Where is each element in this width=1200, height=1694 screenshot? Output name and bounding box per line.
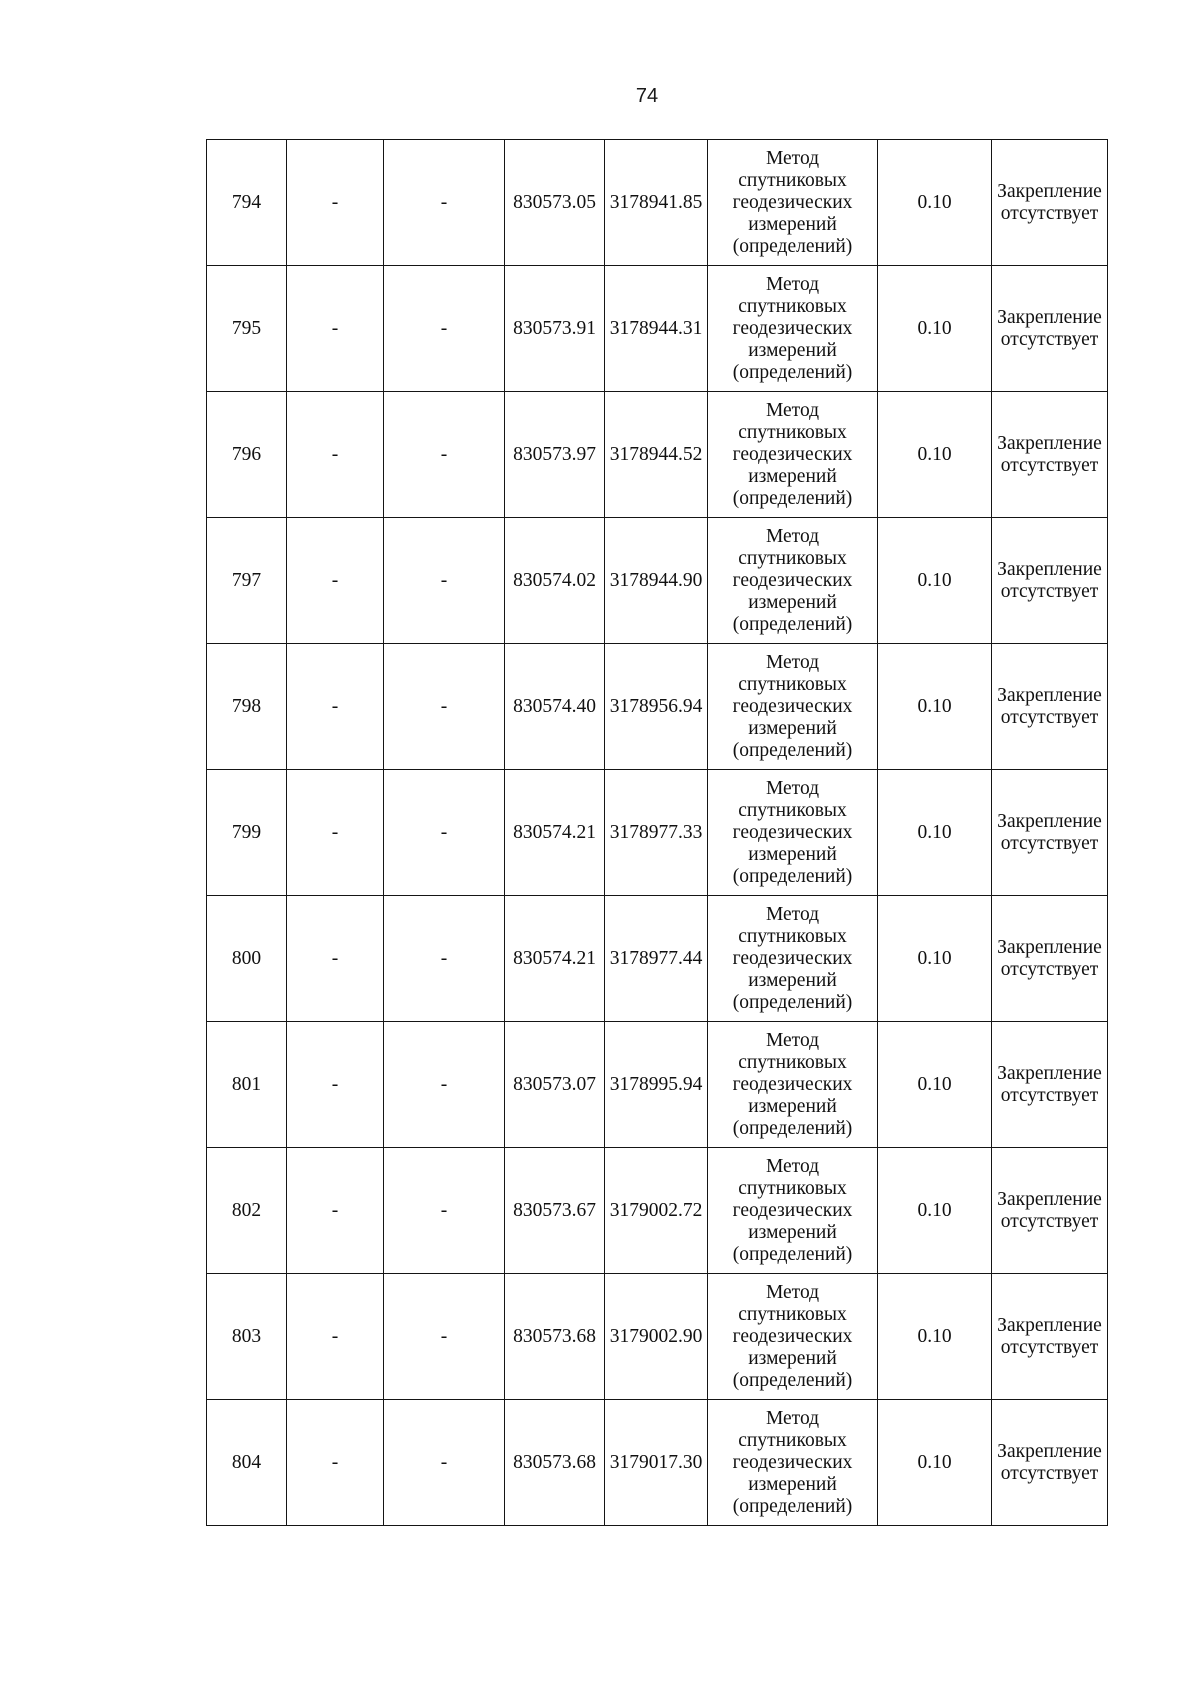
- table-row: [207, 644, 1108, 770]
- x-coordinate-text: 830573.68: [513, 1325, 596, 1347]
- dash-cell: [287, 392, 384, 518]
- point-number-text: 803: [231, 1325, 262, 1347]
- table-row: [207, 896, 1108, 1022]
- dash-text: -: [440, 1451, 448, 1473]
- point-number-cell: [207, 392, 287, 518]
- accuracy-cell: [878, 266, 992, 392]
- method-cell: [708, 644, 878, 770]
- accuracy-cell: [878, 518, 992, 644]
- dash-cell: [384, 1274, 505, 1400]
- dash-cell: [384, 266, 505, 392]
- fixing-cell: [992, 1274, 1108, 1400]
- point-number-text: 798: [231, 695, 262, 717]
- point-number-text: 800: [231, 947, 262, 969]
- y-coordinate-cell: [605, 896, 708, 1022]
- point-number-text: 804: [231, 1451, 262, 1473]
- fixing-cell: [992, 266, 1108, 392]
- method-text: Метод спутниковых геодезических измерений (определений): [732, 1029, 853, 1139]
- coordinates-table: [206, 139, 1108, 1526]
- x-coordinate-text: 830574.21: [513, 947, 596, 969]
- x-coordinate-text: 830573.67: [513, 1199, 596, 1221]
- y-coordinate-cell: [605, 1400, 708, 1526]
- dash-text: -: [440, 317, 448, 339]
- y-coordinate-cell: [605, 518, 708, 644]
- dash-text: -: [440, 569, 448, 591]
- point-number-text: 797: [231, 569, 262, 591]
- x-coordinate-cell: [505, 1148, 605, 1274]
- x-coordinate-cell: [505, 392, 605, 518]
- accuracy-cell: [878, 1274, 992, 1400]
- fixing-cell: [992, 392, 1108, 518]
- y-coordinate-text: 3179002.72: [609, 1199, 703, 1221]
- method-cell: [708, 770, 878, 896]
- y-coordinate-text: 3178941.85: [609, 191, 703, 213]
- dash-cell: [384, 896, 505, 1022]
- dash-text: -: [440, 947, 448, 969]
- y-coordinate-text: 3178977.33: [609, 821, 703, 843]
- fixing-text: Закрепление отсутствует: [997, 810, 1102, 854]
- table-row: [207, 770, 1108, 896]
- x-coordinate-cell: [505, 1274, 605, 1400]
- point-number-cell: [207, 266, 287, 392]
- dash-cell: [384, 1400, 505, 1526]
- dash-text: -: [440, 695, 448, 717]
- y-coordinate-text: 3178977.44: [609, 947, 703, 969]
- point-number-text: 799: [231, 821, 262, 843]
- x-coordinate-text: 830574.02: [513, 569, 596, 591]
- dash-cell: [384, 518, 505, 644]
- dash-text: -: [331, 1199, 339, 1221]
- y-coordinate-cell: [605, 140, 708, 266]
- x-coordinate-text: 830574.21: [513, 821, 596, 843]
- point-number-text: 794: [231, 191, 262, 213]
- y-coordinate-cell: [605, 644, 708, 770]
- x-coordinate-text: 830573.05: [513, 191, 596, 213]
- dash-cell: [384, 1022, 505, 1148]
- dash-text: -: [331, 443, 339, 465]
- y-coordinate-cell: [605, 392, 708, 518]
- dash-text: -: [440, 821, 448, 843]
- fixing-cell: [992, 140, 1108, 266]
- dash-cell: [287, 644, 384, 770]
- dash-text: -: [440, 443, 448, 465]
- point-number-cell: [207, 770, 287, 896]
- dash-cell: [384, 140, 505, 266]
- dash-text: -: [331, 317, 339, 339]
- table-row: [207, 266, 1108, 392]
- dash-cell: [287, 770, 384, 896]
- method-text: Метод спутниковых геодезических измерений (определений): [732, 147, 853, 257]
- page-number: 74: [635, 85, 659, 107]
- fixing-text: Закрепление отсутствует: [997, 558, 1102, 602]
- table-row: [207, 140, 1108, 266]
- fixing-text: Закрепление отсутствует: [997, 1314, 1102, 1358]
- x-coordinate-cell: [505, 140, 605, 266]
- dash-cell: [384, 770, 505, 896]
- dash-text: -: [331, 821, 339, 843]
- method-text: Метод спутниковых геодезических измерений (определений): [732, 651, 853, 761]
- dash-text: -: [331, 569, 339, 591]
- method-text: Метод спутниковых геодезических измерений (определений): [732, 525, 853, 635]
- x-coordinate-cell: [505, 1022, 605, 1148]
- table-row: [207, 1274, 1108, 1400]
- fixing-text: Закрепление отсутствует: [997, 1062, 1102, 1106]
- coordinates-table-body: [207, 140, 1108, 1526]
- dash-text: -: [440, 1073, 448, 1095]
- dash-text: -: [440, 191, 448, 213]
- table-row: [207, 1148, 1108, 1274]
- accuracy-cell: [878, 1148, 992, 1274]
- y-coordinate-cell: [605, 1022, 708, 1148]
- point-number-text: 796: [231, 443, 262, 465]
- dash-cell: [287, 896, 384, 1022]
- dash-text: -: [331, 1325, 339, 1347]
- y-coordinate-text: 3178995.94: [609, 1073, 703, 1095]
- accuracy-text: 0.10: [917, 191, 952, 213]
- method-text: Метод спутниковых геодезических измерений (определений): [732, 903, 853, 1013]
- dash-cell: [384, 392, 505, 518]
- fixing-text: Закрепление отсутствует: [997, 306, 1102, 350]
- y-coordinate-text: 3178944.90: [609, 569, 703, 591]
- point-number-cell: [207, 140, 287, 266]
- method-cell: [708, 1148, 878, 1274]
- dash-cell: [384, 1148, 505, 1274]
- y-coordinate-text: 3178944.31: [609, 317, 703, 339]
- x-coordinate-text: 830573.91: [513, 317, 596, 339]
- y-coordinate-cell: [605, 266, 708, 392]
- dash-cell: [287, 1148, 384, 1274]
- accuracy-cell: [878, 1022, 992, 1148]
- y-coordinate-cell: [605, 1274, 708, 1400]
- x-coordinate-cell: [505, 1400, 605, 1526]
- fixing-text: Закрепление отсутствует: [997, 180, 1102, 224]
- accuracy-cell: [878, 392, 992, 518]
- y-coordinate-cell: [605, 1148, 708, 1274]
- y-coordinate-text: 3179002.90: [609, 1325, 703, 1347]
- method-cell: [708, 140, 878, 266]
- method-text: Метод спутниковых геодезических измерений (определений): [732, 1281, 853, 1391]
- y-coordinate-text: 3179017.30: [609, 1451, 703, 1473]
- accuracy-text: 0.10: [917, 569, 952, 591]
- point-number-text: 802: [231, 1199, 262, 1221]
- dash-cell: [384, 644, 505, 770]
- table-row: [207, 518, 1108, 644]
- point-number-cell: [207, 1274, 287, 1400]
- fixing-text: Закрепление отсутствует: [997, 936, 1102, 980]
- dash-text: -: [331, 1451, 339, 1473]
- dash-cell: [287, 140, 384, 266]
- dash-cell: [287, 1400, 384, 1526]
- accuracy-text: 0.10: [917, 821, 952, 843]
- dash-cell: [287, 1022, 384, 1148]
- fixing-text: Закрепление отсутствует: [997, 432, 1102, 476]
- dash-cell: [287, 1274, 384, 1400]
- fixing-cell: [992, 1022, 1108, 1148]
- method-text: Метод спутниковых геодезических измерений (определений): [732, 1155, 853, 1265]
- accuracy-text: 0.10: [917, 1199, 952, 1221]
- method-cell: [708, 1400, 878, 1526]
- accuracy-cell: [878, 1400, 992, 1526]
- dash-text: -: [331, 947, 339, 969]
- point-number-cell: [207, 518, 287, 644]
- table-row: [207, 392, 1108, 518]
- accuracy-text: 0.10: [917, 947, 952, 969]
- dash-text: -: [331, 1073, 339, 1095]
- dash-cell: [287, 266, 384, 392]
- accuracy-cell: [878, 140, 992, 266]
- x-coordinate-text: 830573.97: [513, 443, 596, 465]
- accuracy-cell: [878, 770, 992, 896]
- x-coordinate-text: 830574.40: [513, 695, 596, 717]
- x-coordinate-cell: [505, 896, 605, 1022]
- fixing-cell: [992, 1400, 1108, 1526]
- method-cell: [708, 518, 878, 644]
- x-coordinate-text: 830573.07: [513, 1073, 596, 1095]
- x-coordinate-cell: [505, 266, 605, 392]
- accuracy-text: 0.10: [917, 1451, 952, 1473]
- method-text: Метод спутниковых геодезических измерений (определений): [732, 399, 853, 509]
- accuracy-cell: [878, 896, 992, 1022]
- fixing-cell: [992, 518, 1108, 644]
- y-coordinate-text: 3178944.52: [609, 443, 703, 465]
- accuracy-cell: [878, 644, 992, 770]
- table-row: [207, 1022, 1108, 1148]
- accuracy-text: 0.10: [917, 1073, 952, 1095]
- dash-text: -: [331, 191, 339, 213]
- accuracy-text: 0.10: [917, 695, 952, 717]
- dash-cell: [287, 518, 384, 644]
- method-cell: [708, 896, 878, 1022]
- dash-text: -: [440, 1325, 448, 1347]
- fixing-cell: [992, 770, 1108, 896]
- method-text: Метод спутниковых геодезических измерений (определений): [732, 273, 853, 383]
- method-cell: [708, 392, 878, 518]
- x-coordinate-text: 830573.68: [513, 1451, 596, 1473]
- x-coordinate-cell: [505, 770, 605, 896]
- point-number-text: 801: [231, 1073, 262, 1095]
- fixing-cell: [992, 644, 1108, 770]
- fixing-cell: [992, 896, 1108, 1022]
- point-number-cell: [207, 644, 287, 770]
- fixing-text: Закрепление отсутствует: [997, 684, 1102, 728]
- accuracy-text: 0.10: [917, 443, 952, 465]
- table-row: [207, 1400, 1108, 1526]
- method-text: Метод спутниковых геодезических измерений (определений): [732, 1407, 853, 1517]
- x-coordinate-cell: [505, 518, 605, 644]
- point-number-text: 795: [231, 317, 262, 339]
- dash-text: -: [440, 1199, 448, 1221]
- method-cell: [708, 266, 878, 392]
- point-number-cell: [207, 896, 287, 1022]
- accuracy-text: 0.10: [917, 1325, 952, 1347]
- fixing-text: Закрепление отсутствует: [997, 1188, 1102, 1232]
- fixing-text: Закрепление отсутствует: [997, 1440, 1102, 1484]
- point-number-cell: [207, 1148, 287, 1274]
- method-cell: [708, 1022, 878, 1148]
- method-cell: [708, 1274, 878, 1400]
- dash-text: -: [331, 695, 339, 717]
- fixing-cell: [992, 1148, 1108, 1274]
- accuracy-text: 0.10: [917, 317, 952, 339]
- y-coordinate-text: 3178956.94: [609, 695, 703, 717]
- y-coordinate-cell: [605, 770, 708, 896]
- method-text: Метод спутниковых геодезических измерений (определений): [732, 777, 853, 887]
- x-coordinate-cell: [505, 644, 605, 770]
- point-number-cell: [207, 1400, 287, 1526]
- point-number-cell: [207, 1022, 287, 1148]
